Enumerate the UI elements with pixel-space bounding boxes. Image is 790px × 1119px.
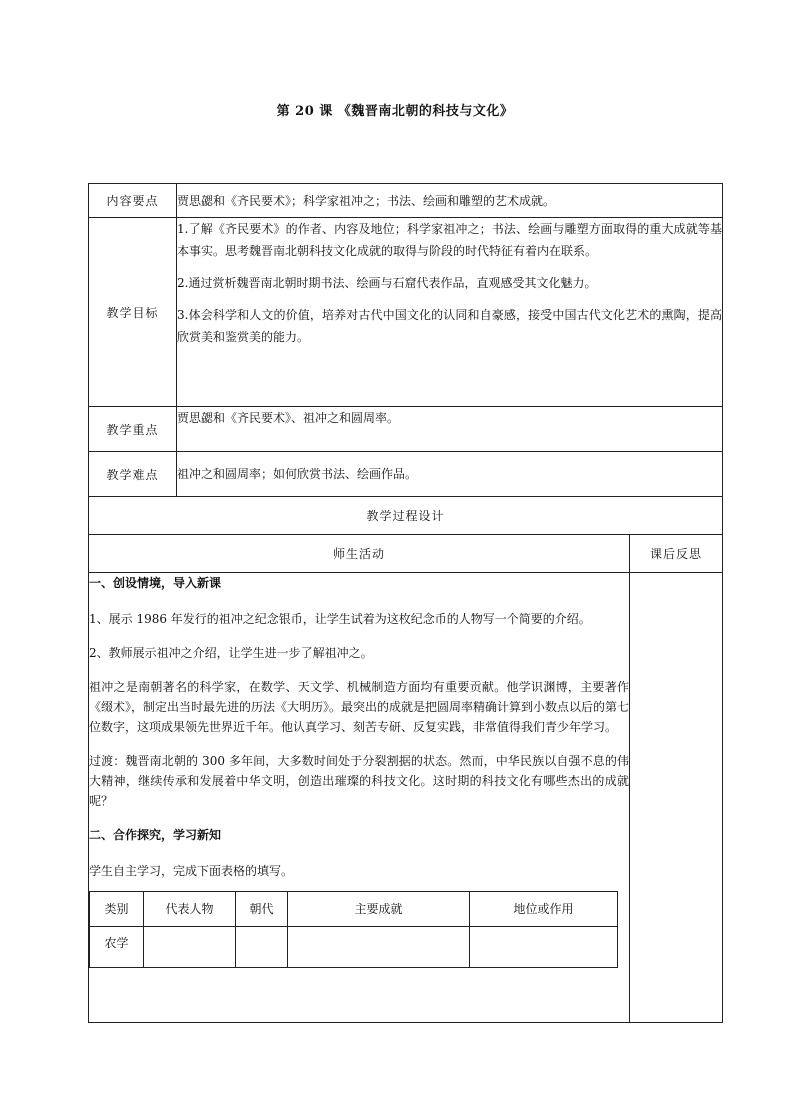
key-points-label: 教学重点 <box>89 407 177 452</box>
section-1-heading: 一、创设情境，导入新课 <box>89 576 222 590</box>
header-achievement: 主要成就 <box>288 892 470 927</box>
header-representative: 代表人物 <box>144 892 236 927</box>
page-title: 第 20 课 《魏晋南北朝的科技与文化》 <box>276 104 514 119</box>
section-2-heading: 二、合作探究，学习新知 <box>89 828 222 842</box>
content-points-label: 内容要点 <box>89 184 177 218</box>
row-process-header <box>89 497 723 535</box>
achievements-table <box>89 891 618 968</box>
row-key-points <box>89 407 723 452</box>
header-status: 地位或作用 <box>470 892 618 927</box>
row-difficulties <box>89 452 723 497</box>
paragraph-3: 祖冲之是南朝著名的科学家，在数学、天文学、机械制造方面均有重要贡献。他学识渊博，主要著作《缀术》，制定出当时最先进的历法《大明历》。最突出的成就是把圆周率精确计算到小数点以后的第七位数字，这项成果领先世界近千年。他认真学习、刻苦专研、反复实践，非常值得我们青少年学习。 <box>89 680 630 734</box>
cell-achievement[interactable] <box>288 927 470 968</box>
difficulties-label: 教学难点 <box>89 452 177 497</box>
header-dynasty: 朝代 <box>236 892 288 927</box>
difficulties-text: 祖冲之和圆周率；如何欣赏书法、绘画作品。 <box>177 452 723 497</box>
achievements-row-agriculture <box>90 927 618 968</box>
paragraph-4: 过渡：魏晋南北朝的 300 多年间，大多数时间处于分裂割据的状态。然而，中华民族以自强不息的伟大精神，继续传承和发展着中华文明，创造出璀璨的科技文化。这时期的科技文化有哪些杰出的成就呢？ <box>89 754 629 808</box>
reflection-column-header: 课后反思 <box>630 535 723 573</box>
row-column-headers <box>89 535 723 573</box>
activity-cell <box>89 573 630 1023</box>
cell-dynasty[interactable] <box>236 927 288 968</box>
cell-representative[interactable] <box>144 927 236 968</box>
lesson-plan-table <box>88 183 723 1023</box>
activity-column-header: 师生活动 <box>89 535 630 573</box>
row-content-points <box>89 184 723 218</box>
paragraph-5: 学生自主学习，完成下面表格的填写。 <box>89 864 294 878</box>
row-process-body <box>89 573 723 1023</box>
goals-cell <box>177 218 723 407</box>
paragraph-1: 1、展示 1986 年发行的祖冲之纪念银币，让学生试着为这枚纪念币的人物写一个简要的介绍。 <box>89 612 591 626</box>
header-category: 类别 <box>90 892 144 927</box>
goals-label: 教学目标 <box>89 218 177 407</box>
content-points-text: 贾思勰和《齐民要术》；科学家祖冲之；书法、绘画和雕塑的艺术成就。 <box>177 184 723 218</box>
key-points-text: 贾思勰和《齐民要术》、祖冲之和圆周率。 <box>177 407 723 452</box>
paragraph-2: 2、教师展示祖冲之介绍，让学生进一步了解祖冲之。 <box>89 646 373 660</box>
goal-item-2: 2.通过赏析魏晋南北朝时期书法、绘画与石窟代表作品，直观感受其文化魅力。 <box>177 276 597 290</box>
cell-category: 农学 <box>90 927 144 968</box>
process-header: 教学过程设计 <box>89 497 723 535</box>
row-goals <box>89 218 723 407</box>
goal-item-1: 1.了解《齐民要术》的作者、内容及地位；科学家祖冲之；书法、绘画与雕塑方面取得的重大成就等基本事实。思考魏晋南北朝科技文化成就的取得与阶段的时代特征有着内在联系。 <box>177 222 723 258</box>
reflection-cell <box>630 573 723 1023</box>
cell-status[interactable] <box>470 927 618 968</box>
achievements-header-row <box>90 892 618 927</box>
goal-item-3: 3.体会科学和人文的价值，培养对古代中国文化的认同和自豪感，接受中国古代文化艺术的熏陶，提高欣赏美和鉴赏美的能力。 <box>177 308 723 344</box>
